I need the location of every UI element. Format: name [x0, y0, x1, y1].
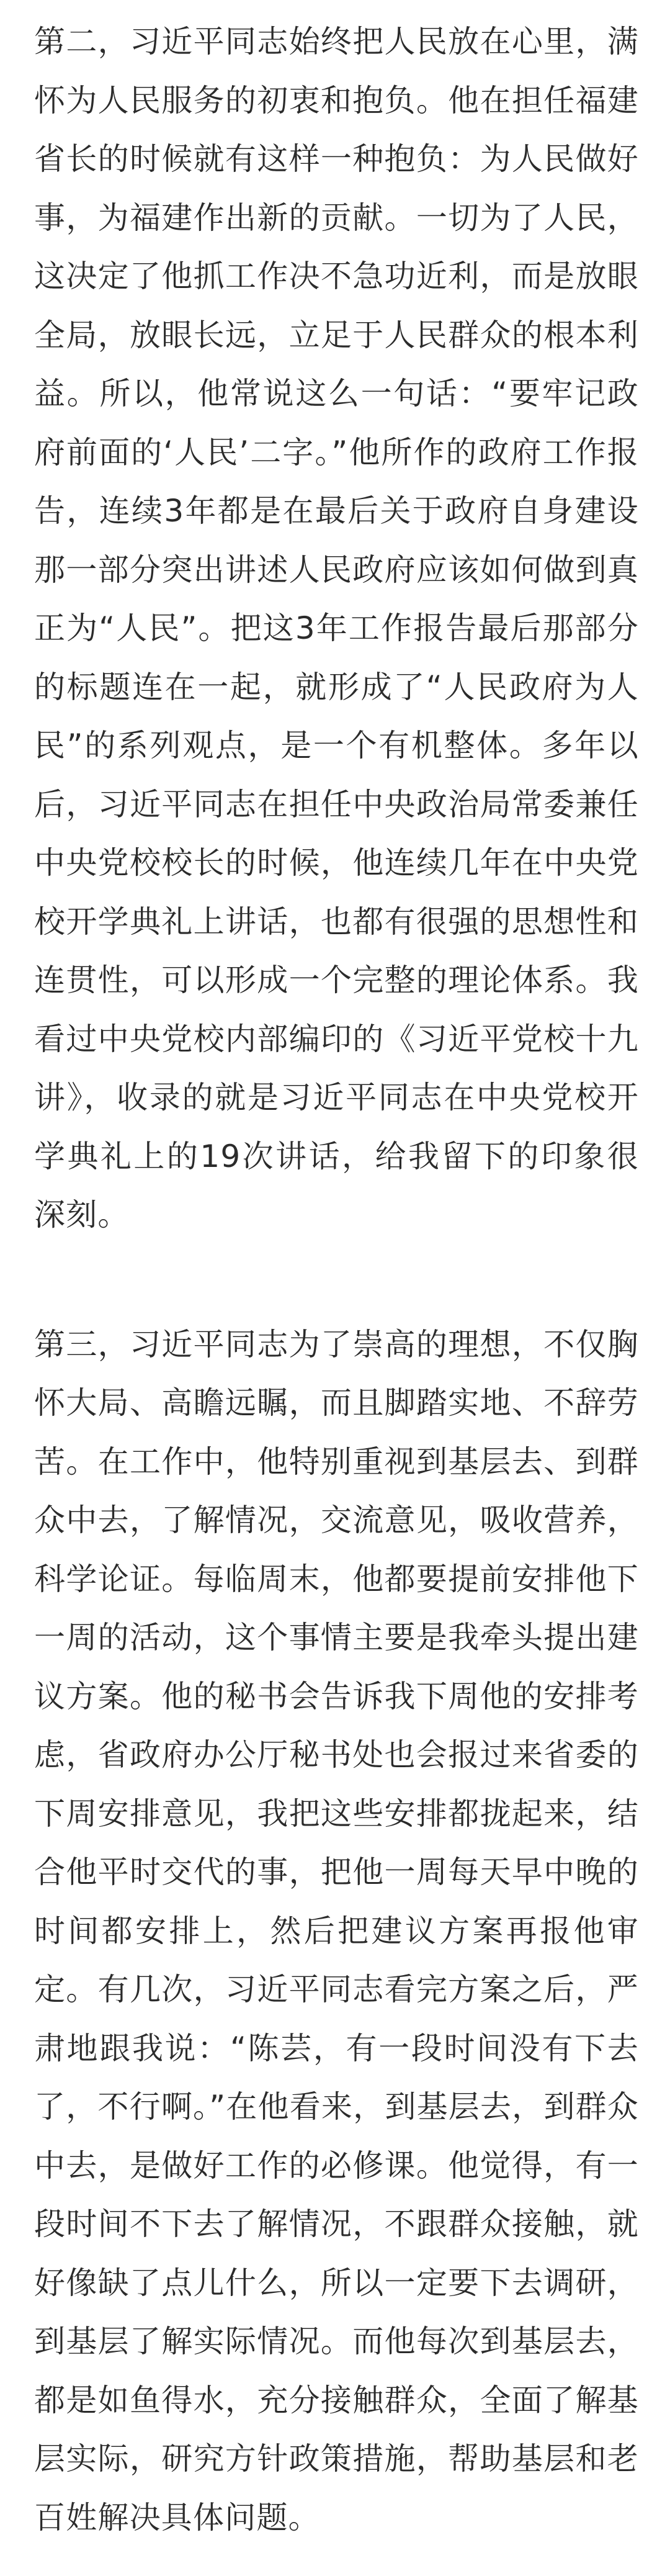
paragraph-second-point: 第二，习近平同志始终把人民放在心里，满怀为人民服务的初衷和抱负。他在担任福建省长的时候就有这样一种抱负：为人民做好事，为福建作出新的贡献。一切为了人民，这决定了他抓工作决不急功近利，而是放眼全局，放眼长远，立足于人民群众的根本利益。所以，他常说这么一句话：“要牢记政府前面的‘人民’二字。”他所作的政府工作报告，连续3年都是在最后关于政府自身建设那一部分突出讲述人民政府应该如何做到真正为“人民”。把这3年工作报告最后那部分的标题连在一起，就形成了“人民政府为人民”的系列观点，是一个有机整体。多年以后，习近平同志在担任中央政治局常委兼任中央党校校长的时候，他连续几年在中央党校开学典礼上讲话，也都有很强的思想性和连贯性，可以形成一个完整的理论体系。我看过中央党校内部编印的《习近平党校十九讲》，收录的就是习近平同志在中央党校开学典礼上的19次讲话，给我留下的印象很深刻。 [34, 24, 639, 1233]
article-body [34, 0, 639, 2547]
paragraph-third-point: 第三，习近平同志为了崇高的理想，不仅胸怀大局、高瞻远瞩，而且脚踏实地、不辞劳苦。在工作中，他特别重视到基层去、到群众中去，了解情况，交流意见，吸收营养，科学论证。每临周末，他都要提前安排他下一周的活动，这个事情主要是我牵头提出建议方案。他的秘书会告诉我下周他的安排考虑，省政府办公厅秘书处也会报过来省委的下周安排意见，我把这些安排都拢起来，结合他平时交代的事，把他一周每天早中晚的时间都安排上，然后把建议方案再报他审定。有几次，习近平同志看完方案之后，严肃地跟我说：“陈芸，有一段时间没有下去了，不行啊。”在他看来，到基层去，到群众中去，是做好工作的必修课。他觉得，有一段时间不下去了解情况，不跟群众接触，就好像缺了点儿什么，所以一定要下去调研，到基层了解实际情况。而他每次到基层去，都是如鱼得水，充分接触群众，全面了解基层实际，研究方针政策措施，帮助基层和老百姓解决具体问题。 [34, 1326, 639, 2536]
